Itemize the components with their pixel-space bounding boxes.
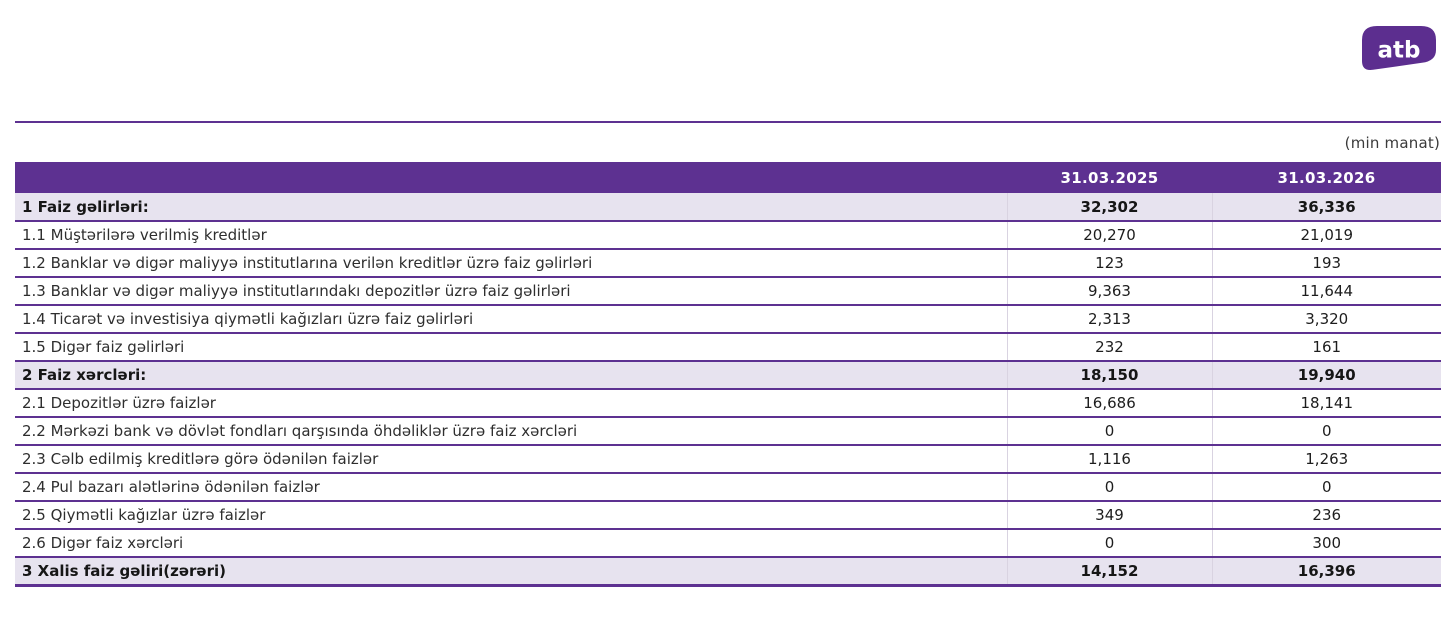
table-row-section-3 <box>15 557 1441 585</box>
row-value-2026: 18,141 <box>1212 389 1441 417</box>
row-value-2025: 123 <box>1007 249 1212 277</box>
row-value-2025: 2,313 <box>1007 305 1212 333</box>
row-label: 2.2 Mərkəzi bank və dövlət fondları qarşısında öhdəliklər üzrə faiz xərcləri <box>15 417 1007 445</box>
table-row <box>15 389 1441 417</box>
table-row <box>15 221 1441 249</box>
top-divider-line <box>15 121 1441 123</box>
table-header-row <box>15 162 1441 193</box>
row-label: 3 Xalis faiz gəliri(zərəri) <box>15 557 1007 585</box>
row-label: 1.2 Banklar və digər maliyyə institutlarına verilən kreditlər üzrə faiz gəlirləri <box>15 249 1007 277</box>
row-value-2026: 36,336 <box>1212 193 1441 221</box>
row-value-2025: 232 <box>1007 333 1212 361</box>
row-value-2025: 18,150 <box>1007 361 1212 389</box>
row-value-2026: 3,320 <box>1212 305 1441 333</box>
unit-note: (min manat) <box>1344 134 1440 152</box>
atb-logo-icon <box>1361 25 1437 73</box>
financial-table-container <box>15 162 1441 587</box>
row-value-2025: 9,363 <box>1007 277 1212 305</box>
row-label: 1 Faiz gəlirləri: <box>15 193 1007 221</box>
table-row <box>15 277 1441 305</box>
table-row <box>15 333 1441 361</box>
row-value-2025: 16,686 <box>1007 389 1212 417</box>
table-row <box>15 305 1441 333</box>
row-value-2026: 0 <box>1212 417 1441 445</box>
row-label: 2.1 Depozitlər üzrə faizlər <box>15 389 1007 417</box>
column-header-2026: 31.03.2026 <box>1212 162 1441 193</box>
row-label: 1.1 Müştərilərə verilmiş kreditlər <box>15 221 1007 249</box>
row-label: 1.4 Ticarət və investisiya qiymətli kağızları üzrə faiz gəlirləri <box>15 305 1007 333</box>
table-row <box>15 501 1441 529</box>
row-label: 2.4 Pul bazarı alətlərinə ödənilən faizlər <box>15 473 1007 501</box>
row-value-2025: 1,116 <box>1007 445 1212 473</box>
row-value-2026: 161 <box>1212 333 1441 361</box>
table-row <box>15 417 1441 445</box>
row-value-2025: 32,302 <box>1007 193 1212 221</box>
table-row-section-2 <box>15 361 1441 389</box>
table-row <box>15 249 1441 277</box>
row-value-2026: 21,019 <box>1212 221 1441 249</box>
row-value-2026: 300 <box>1212 529 1441 557</box>
row-value-2025: 20,270 <box>1007 221 1212 249</box>
row-value-2025: 0 <box>1007 473 1212 501</box>
row-value-2026: 1,263 <box>1212 445 1441 473</box>
row-value-2026: 193 <box>1212 249 1441 277</box>
row-value-2025: 0 <box>1007 417 1212 445</box>
row-value-2025: 349 <box>1007 501 1212 529</box>
row-value-2026: 236 <box>1212 501 1441 529</box>
row-value-2026: 11,644 <box>1212 277 1441 305</box>
empty-header-cell <box>15 162 1007 193</box>
table-row <box>15 529 1441 557</box>
table-row <box>15 473 1441 501</box>
row-label: 2.6 Digər faiz xərcləri <box>15 529 1007 557</box>
column-header-2025: 31.03.2025 <box>1007 162 1212 193</box>
atb-logo <box>1361 25 1437 73</box>
row-label: 2.3 Cəlb edilmiş kreditlərə görə ödənilən faizlər <box>15 445 1007 473</box>
table-row <box>15 445 1441 473</box>
row-label: 2.5 Qiymətli kağızlar üzrə faizlər <box>15 501 1007 529</box>
row-value-2026: 16,396 <box>1212 557 1441 585</box>
atb-logo-text: atb <box>1377 37 1421 64</box>
row-label: 1.5 Digər faiz gəlirləri <box>15 333 1007 361</box>
row-value-2026: 19,940 <box>1212 361 1441 389</box>
row-value-2025: 14,152 <box>1007 557 1212 585</box>
row-label: 2 Faiz xərcləri: <box>15 361 1007 389</box>
row-label: 1.3 Banklar və digər maliyyə institutlarındakı depozitlər üzrə faiz gəlirləri <box>15 277 1007 305</box>
row-value-2025: 0 <box>1007 529 1212 557</box>
row-value-2026: 0 <box>1212 473 1441 501</box>
table-row-section-1 <box>15 193 1441 221</box>
interest-income-expense-table <box>15 162 1441 587</box>
